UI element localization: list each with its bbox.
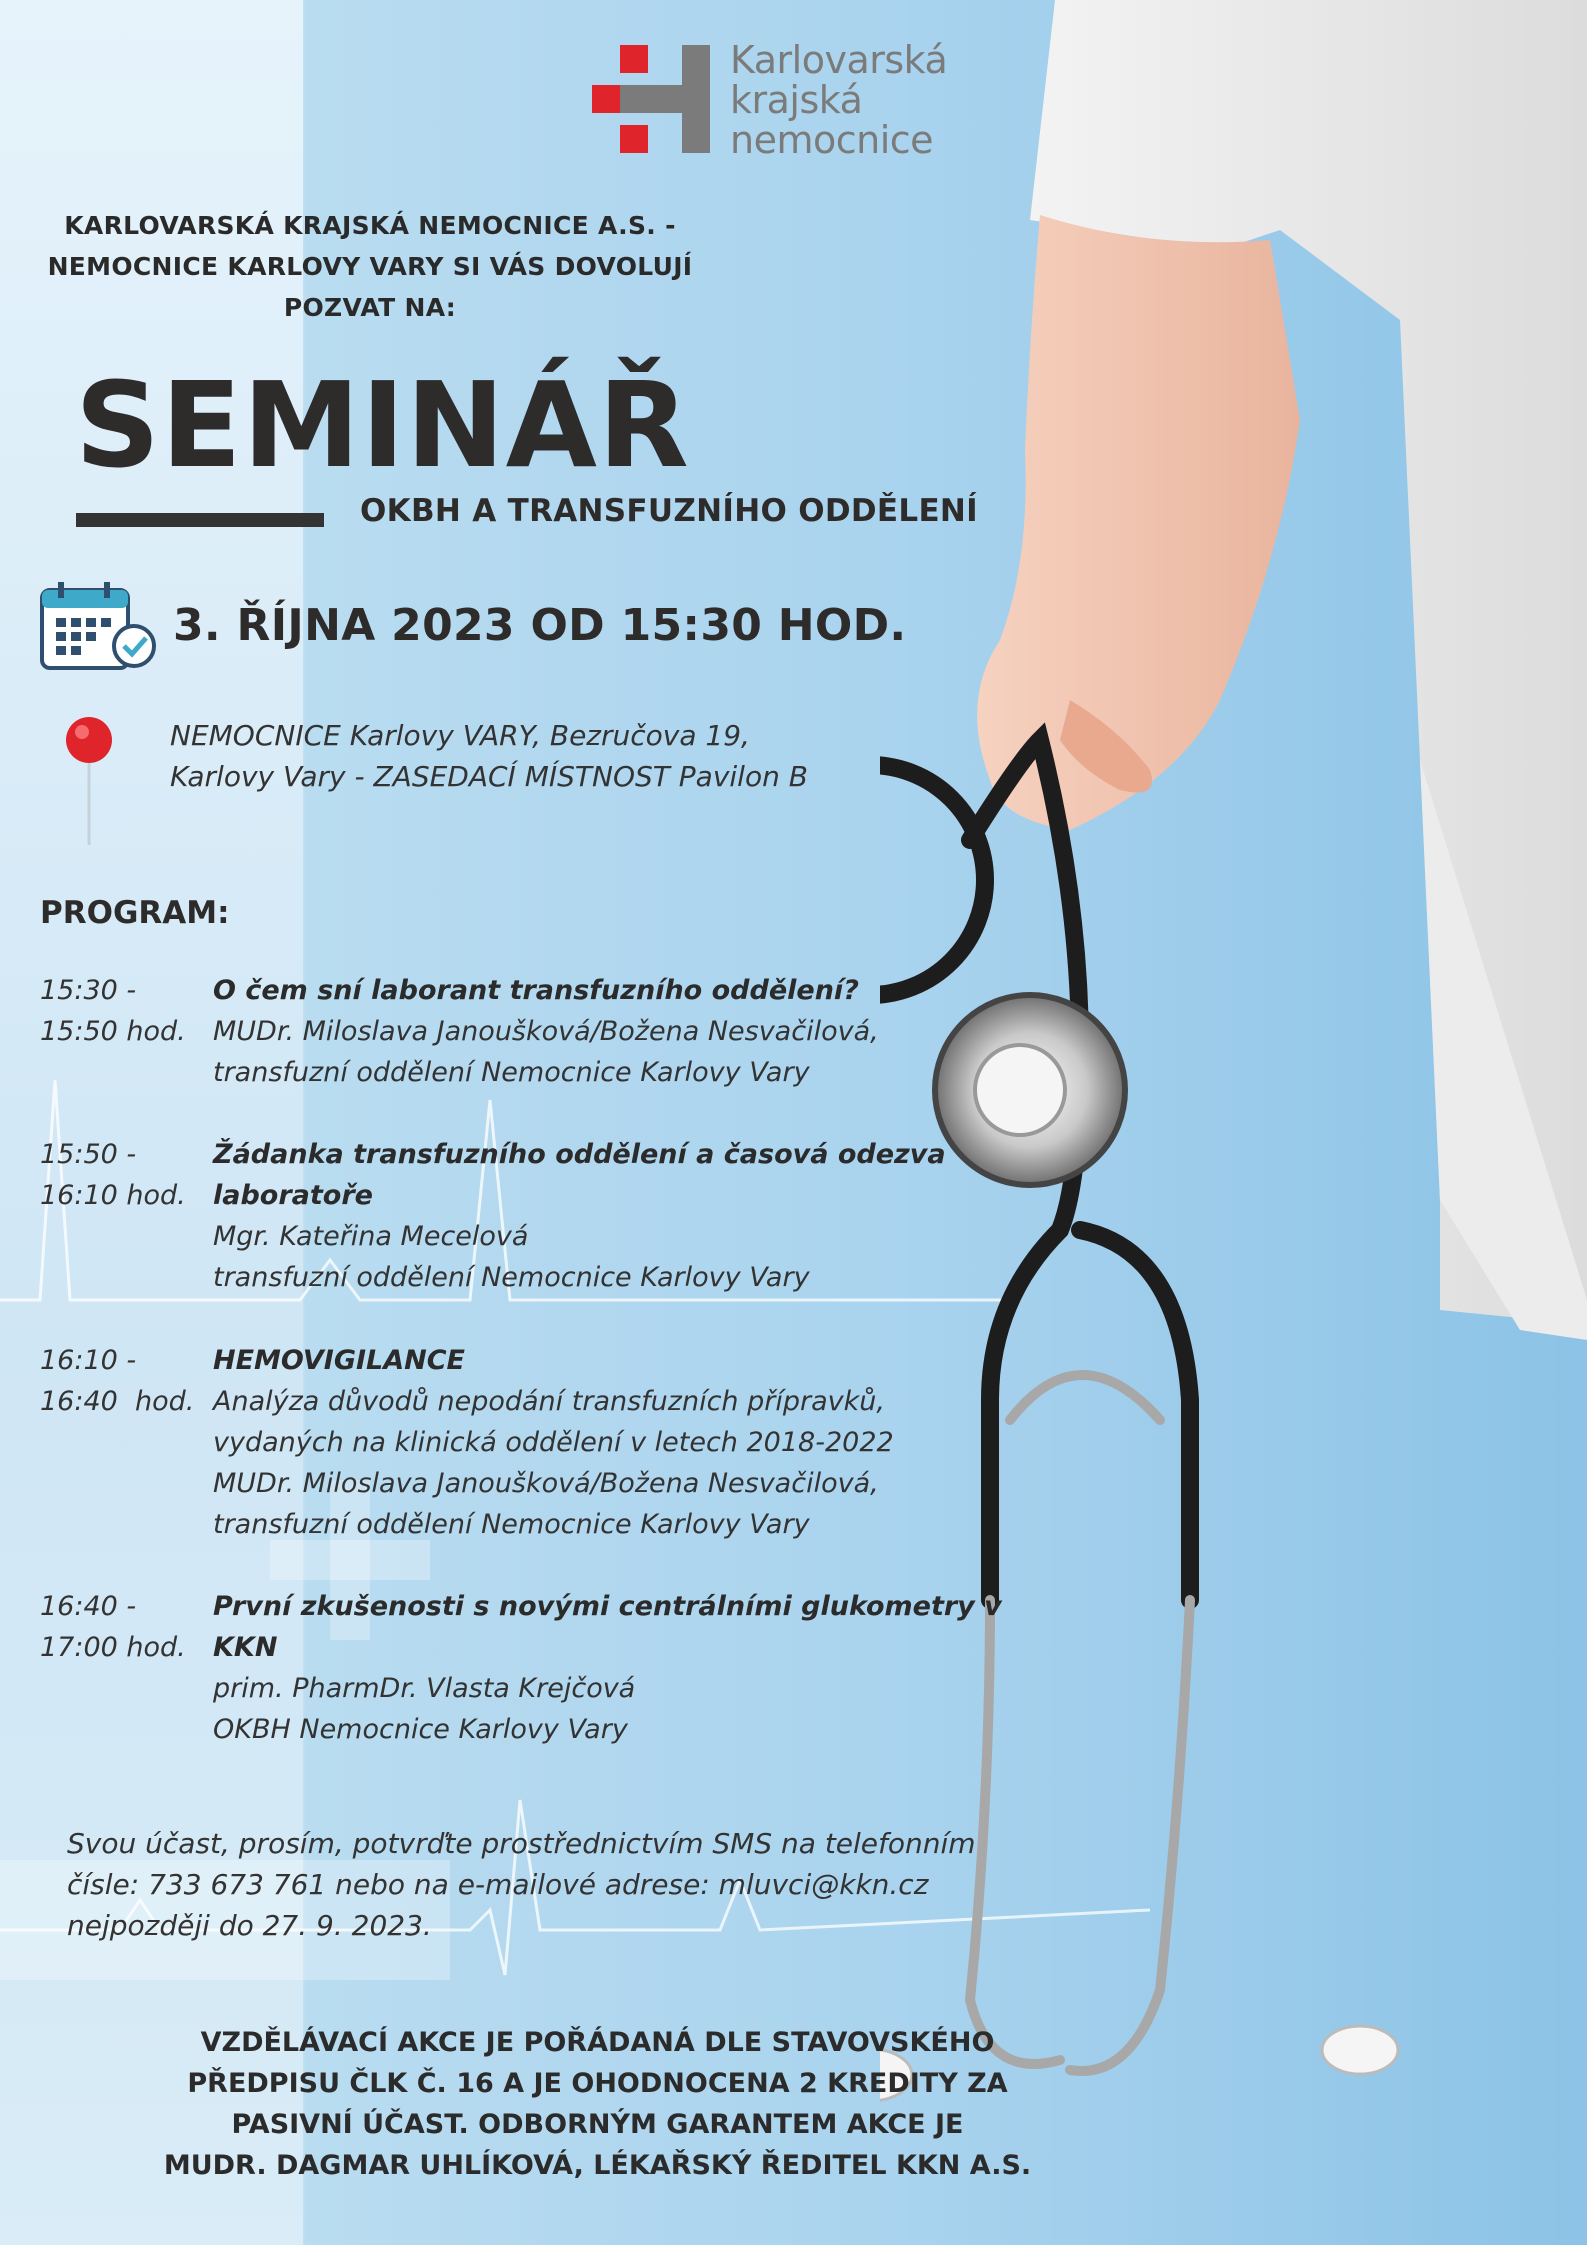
program-time-start: 16:10 - bbox=[40, 1345, 137, 1376]
logo-line-2: krajská bbox=[730, 78, 863, 122]
program-time-start: 15:30 - bbox=[40, 975, 137, 1006]
program-time-end: 16:40 hod. bbox=[40, 1386, 195, 1417]
program-item-4 bbox=[213, 1586, 1033, 1750]
map-pin-icon bbox=[62, 715, 116, 850]
program-item-line: MUDr. Miloslava Janoušková/Božena Nesvačilová, bbox=[213, 1468, 879, 1499]
footer-line-2: PŘEDPISU ČLK Č. 16 A JE OHODNOCENA 2 KREDITY ZA bbox=[187, 2068, 1008, 2099]
page-title: SEMINÁŘ bbox=[75, 356, 690, 494]
invitation-text bbox=[0, 205, 740, 328]
program-item-line: transfuzní oddělení Nemocnice Karlovy Vary bbox=[213, 1057, 810, 1088]
program-item-line: prim. PharmDr. Vlasta Krejčová bbox=[213, 1673, 636, 1704]
program-item-title: HEMOVIGILANCE bbox=[213, 1345, 466, 1376]
title-underline bbox=[76, 513, 324, 527]
invitation-line-3: POZVAT NA: bbox=[283, 293, 457, 322]
program-item-line: OKBH Nemocnice Karlovy Vary bbox=[213, 1714, 628, 1745]
rsvp-text bbox=[67, 1823, 1067, 1946]
page-subtitle: OKBH A TRANSFUZNÍHO ODDĚLENÍ bbox=[360, 493, 979, 529]
program-item-line: Mgr. Kateřina Mecelová bbox=[213, 1221, 529, 1252]
address-line-2: Karlovy Vary - ZASEDACÍ MÍSTNOST Pavilon B bbox=[170, 760, 808, 793]
program-item-line: transfuzní oddělení Nemocnice Karlovy Vary bbox=[213, 1262, 810, 1293]
program-item-2-time bbox=[40, 1134, 210, 1216]
program-item-line: transfuzní oddělení Nemocnice Karlovy Vary bbox=[213, 1509, 810, 1540]
logo-line-3: nemocnice bbox=[730, 118, 934, 162]
program-time-end: 15:50 hod. bbox=[40, 1016, 186, 1047]
program-item-4-time bbox=[40, 1586, 210, 1668]
rsvp-line-3: nejpozději do 27. 9. 2023. bbox=[67, 1909, 432, 1942]
program-item-line: MUDr. Miloslava Janoušková/Božena Nesvačilová, bbox=[213, 1016, 879, 1047]
footer-line-3: PASIVNÍ ÚČAST. ODBORNÝM GARANTEM AKCE JE bbox=[231, 2109, 964, 2140]
program-item-title: Žádanka transfuzního oddělení a časová odezva laboratoře bbox=[213, 1139, 946, 1211]
invitation-line-1: KARLOVARSKÁ KRAJSKÁ NEMOCNICE A.S. - bbox=[64, 211, 676, 240]
invitation-line-2: NEMOCNICE KARLOVY VARY SI VÁS DOVOLUJÍ bbox=[47, 252, 693, 281]
program-time-start: 16:40 - bbox=[40, 1591, 137, 1622]
footer-line-4: MUDR. DAGMAR UHLÍKOVÁ, LÉKAŘSKÝ ŘEDITEL KKN A.S. bbox=[163, 2150, 1032, 2181]
event-date: 3. ŘÍJNA 2023 OD 15:30 HOD. bbox=[173, 600, 907, 651]
accreditation-footer bbox=[130, 2022, 1065, 2186]
program-time-end: 17:00 hod. bbox=[40, 1632, 186, 1663]
logo-cross-icon bbox=[580, 45, 720, 155]
footer-line-1: VZDĚLÁVACÍ AKCE JE POŘÁDANÁ DLE STAVOVSKÉHO bbox=[200, 2027, 995, 2058]
program-time-start: 15:50 - bbox=[40, 1139, 137, 1170]
program-item-1-time bbox=[40, 970, 210, 1052]
address-line-1: NEMOCNICE Karlovy VARY, Bezručova 19, bbox=[170, 719, 750, 752]
program-item-title: První zkušenosti s novými centrálními glukometry v KKN bbox=[213, 1591, 1002, 1663]
rsvp-line-2: čísle: 733 673 761 nebo na e-mailové adrese: mluvci@kkn.cz bbox=[67, 1868, 929, 1901]
calendar-check-icon bbox=[38, 578, 160, 674]
program-time-end: 16:10 hod. bbox=[40, 1180, 186, 1211]
hospital-logo bbox=[580, 40, 980, 160]
program-heading: PROGRAM: bbox=[40, 895, 230, 931]
program-item-line: vydaných na klinická oddělení v letech 2018-2022 bbox=[213, 1427, 894, 1458]
rsvp-line-1: Svou účast, prosím, potvrďte prostřednictvím SMS na telefonním bbox=[67, 1827, 976, 1860]
event-address bbox=[170, 715, 808, 797]
program-item-1 bbox=[213, 970, 1043, 1093]
program-item-3 bbox=[213, 1340, 1043, 1545]
logo-line-1: Karlovarská bbox=[730, 38, 948, 82]
logo-text bbox=[730, 40, 947, 160]
program-item-3-time bbox=[40, 1340, 210, 1422]
program-item-line: Analýza důvodů nepodání transfuzních přípravků, bbox=[213, 1386, 885, 1417]
program-item-2 bbox=[213, 1134, 993, 1298]
program-item-title: O čem sní laborant transfuzního oddělení? bbox=[213, 975, 859, 1006]
